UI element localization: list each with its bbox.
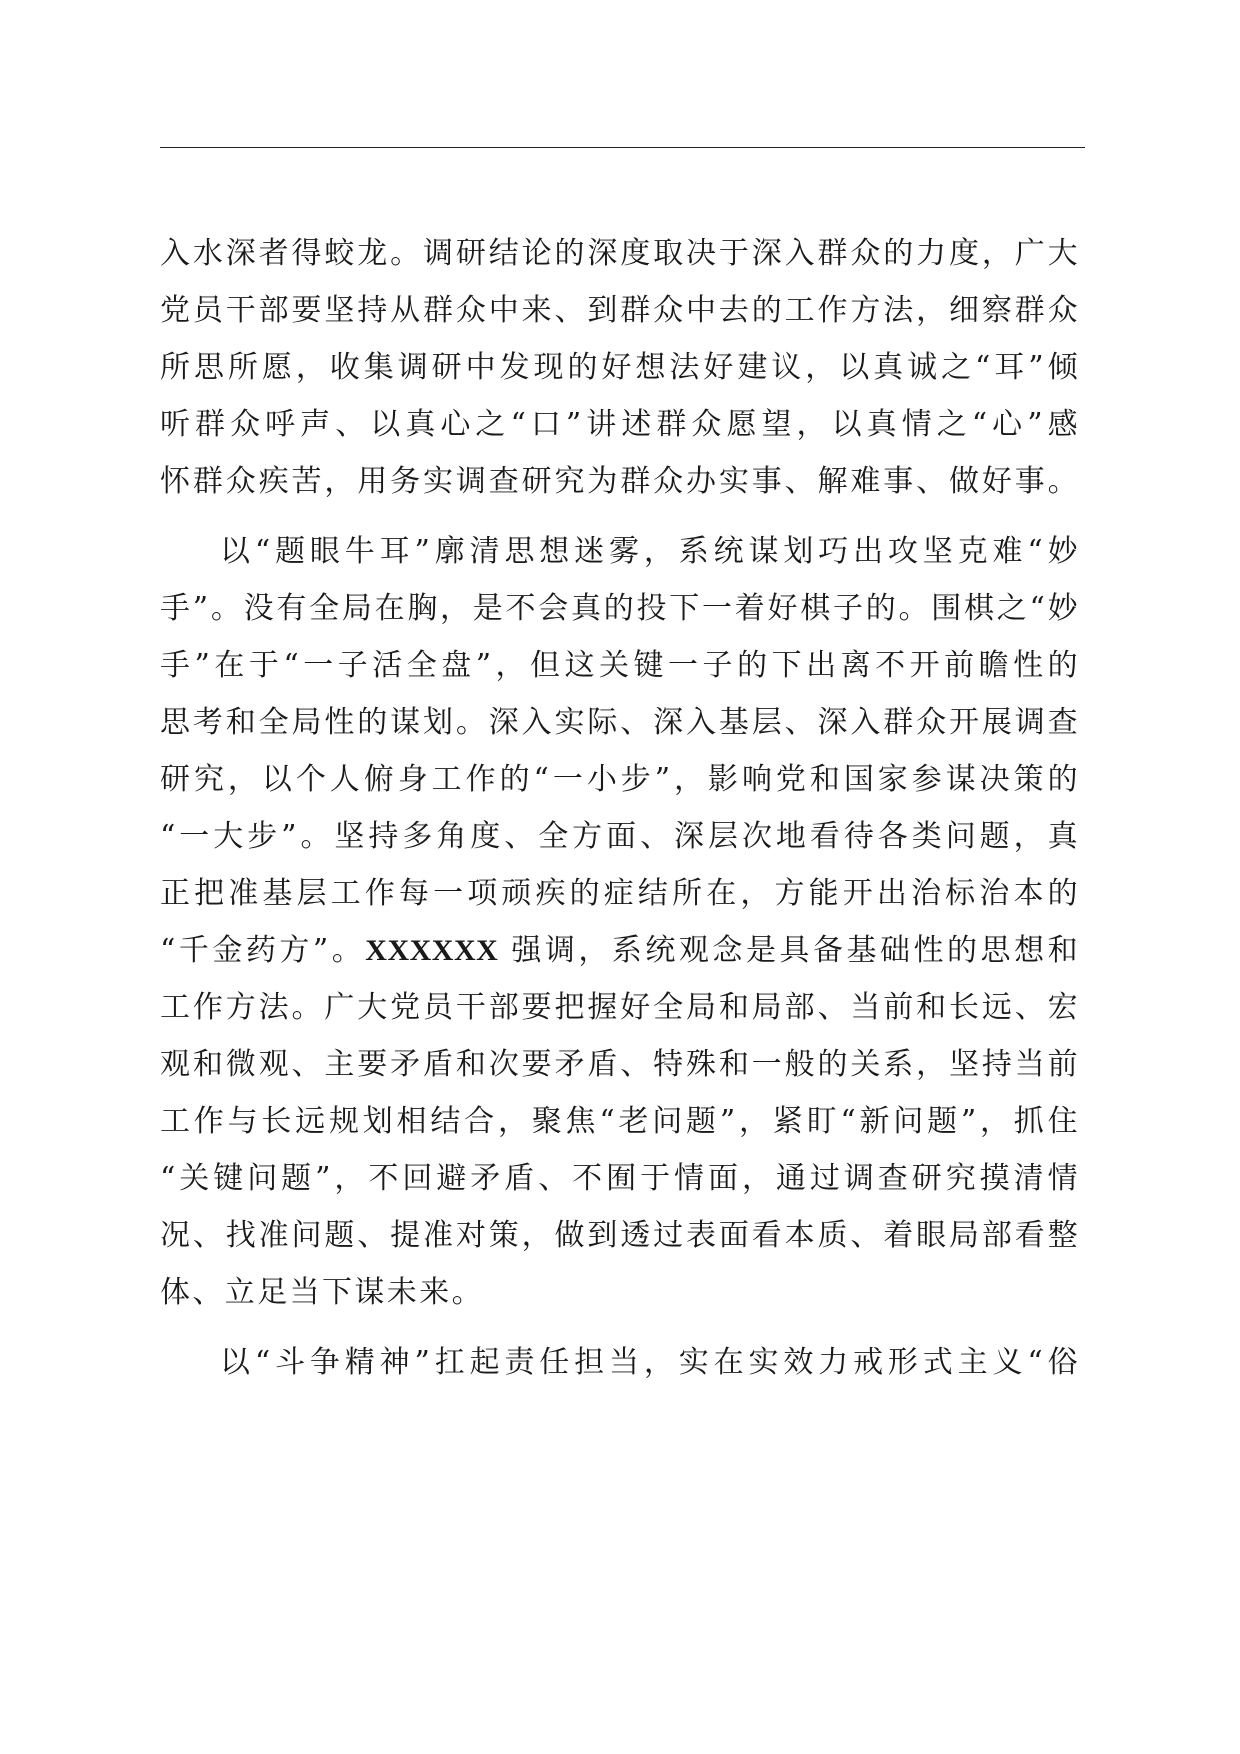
redacted-name: XXXXXX bbox=[365, 934, 499, 967]
text-line: 手”在于“一子活全盘”，但这关键一子的下出离不开前瞻性的 bbox=[160, 648, 1080, 683]
text-line: 体、立足当下谋未来。 bbox=[160, 1275, 484, 1310]
text-line: 工作与长远规划相结合，聚焦“老问题”，紧盯“新问题”，抓住 bbox=[160, 1104, 1080, 1139]
text-segment: “千金药方”。 bbox=[160, 933, 366, 968]
text-line: “关键问题”，不回避矛盾、不囿于情面，通过调查研究摸清情 bbox=[160, 1161, 1080, 1196]
text-line: 以“题眼牛耳”廓清思想迷雾，系统谋划巧出攻坚克难“妙 bbox=[220, 534, 1080, 569]
text-line: 思考和全局性的谋划。深入实际、深入基层、深入群众开展调查 bbox=[160, 705, 1080, 740]
text-line: “一大步”。坚持多角度、全方面、深层次地看待各类问题，真 bbox=[160, 819, 1080, 854]
text-line: 工作方法。广大党员干部要把握好全局和局部、当前和长远、宏 bbox=[160, 990, 1080, 1025]
text-line: 研究，以个人俯身工作的“一小步”，影响党和国家参谋决策的 bbox=[160, 762, 1080, 797]
text-line: 以“斗争精神”扛起责任担当，实在实效力戒形式主义“俗 bbox=[220, 1345, 1080, 1380]
text-line-with-redaction bbox=[160, 922, 1080, 979]
text-line: 所思所愿，收集调研中发现的好想法好建议，以真诚之“耳”倾 bbox=[160, 350, 1080, 385]
text-line: 正把准基层工作每一项顽疾的症结所在，方能开出治标治本的 bbox=[160, 876, 1080, 911]
text-line: 听群众呼声、以真心之“口”讲述群众愿望，以真情之“心”感 bbox=[160, 407, 1080, 442]
header-rule bbox=[160, 147, 1085, 148]
paragraph-1 bbox=[160, 225, 1080, 510]
text-line: 入水深者得蛟龙。调研结论的深度取决于深入群众的力度，广大 bbox=[160, 236, 1080, 271]
paragraph-3 bbox=[160, 1334, 1080, 1391]
text-line: 况、找准问题、提准对策，做到透过表面看本质、着眼局部看整 bbox=[160, 1218, 1080, 1253]
text-line: 怀群众疾苦，用务实调查研究为群众办实事、解难事、做好事。 bbox=[160, 464, 1080, 499]
text-line: 手”。没有全局在胸，是不会真的投下一着好棋子的。围棋之“妙 bbox=[160, 591, 1080, 626]
text-line: 党员干部要坚持从群众中来、到群众中去的工作方法，细察群众 bbox=[160, 293, 1080, 328]
text-line: 观和微观、主要矛盾和次要矛盾、特殊和一般的关系，坚持当前 bbox=[160, 1047, 1080, 1082]
text-segment: 强调，系统观念是具备基础性的思想和 bbox=[511, 933, 1080, 968]
document-body bbox=[160, 225, 1080, 1391]
paragraph-2 bbox=[160, 523, 1080, 1321]
